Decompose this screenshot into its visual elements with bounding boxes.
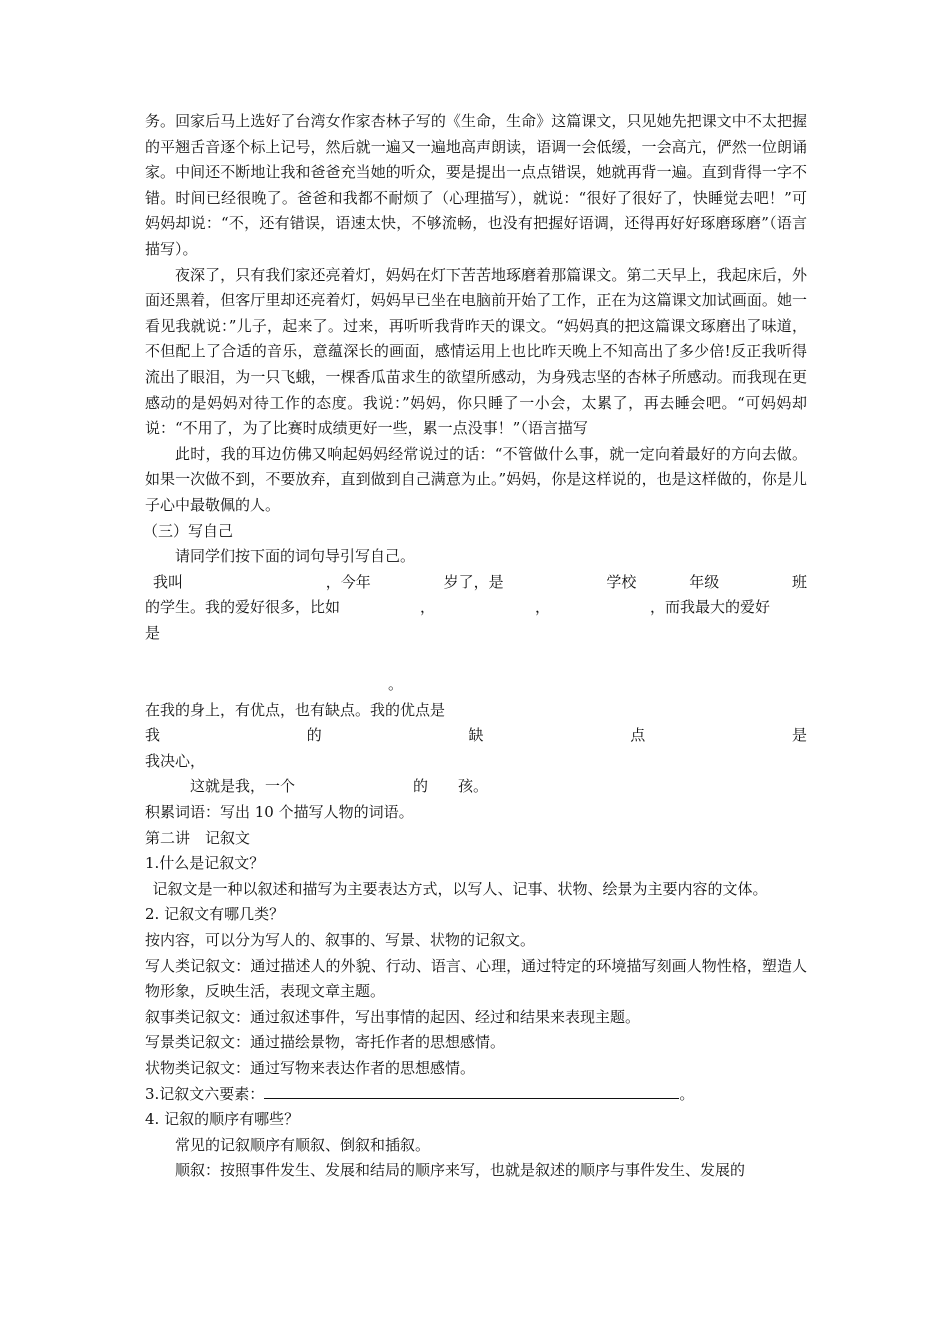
fill-text: ， bbox=[535, 598, 551, 617]
fill-text: 点 bbox=[630, 726, 646, 745]
fill-text: 年级 bbox=[689, 572, 720, 591]
fill-text: 岁了，是 bbox=[443, 572, 504, 591]
fill-text: 的学生。我的爱好很多，比如 bbox=[145, 598, 341, 617]
answer-2: 按内容，可以分为写人的、叙事的、写景、状物的记叙文。 bbox=[145, 931, 536, 949]
fill-text: 这就是我，一个 bbox=[190, 777, 296, 796]
fill-line-7: 我决心， bbox=[145, 751, 206, 770]
paragraph-2: 夜深了，只有我们家还亮着灯，妈妈在灯下苦苦地琢磨着那篇课文。第二天早上，我起床后，外面还黑着，但客厅里却还亮着灯，妈妈早已坐在电脑前开始了工作，正在为这篇课文加试画面。她一看见我就说：”儿子，起来了。过来，再听听我背昨天的课文。“妈妈真的把这篇课文琢磨出了味道，不但配上了合适的音乐，意蕴深长的画面，感情运用上也比昨天晚上不知高出了多少倍!反正我听得流出了眼泪，为一只飞蛾，一棵香瓜苗求生的欲望所感动，为身残志坚的杏林子所感动。而我现在更感动的是妈妈对待工作的态度。我说：”妈妈，你只睡了一小会，太累了，再去睡会吧。“可妈妈却说：“不用了，为了比赛时成绩更好一些，累一点没事！”（语言描写 bbox=[145, 265, 807, 438]
fill-line-5: 在我的身上，有优点，也有缺点。我的优点是 bbox=[145, 700, 446, 719]
question-3 bbox=[145, 1082, 807, 1108]
question-3-text: 3.记叙文六要素： bbox=[145, 1084, 265, 1103]
section-heading-3: （三）写自己 bbox=[143, 521, 234, 540]
fill-text: ， bbox=[420, 598, 436, 617]
fill-line-8 bbox=[145, 774, 807, 800]
answer-blank[interactable] bbox=[264, 1084, 679, 1099]
fill-text: 的 bbox=[413, 777, 429, 796]
question-3-end: 。 bbox=[679, 1084, 695, 1103]
fill-text: ，今年 bbox=[325, 572, 371, 591]
paragraph-1: 务。回家后马上选好了台湾女作家杏林子写的《生命，生命》这篇课文，只见她先把课文中不太把握的平翘舌音逐个标上记号，然后就一遍又一遍地高声朗读，语调一会低缓，一会高亢，俨然一位朗诵家。中间还不断地让我和爸爸充当她的听众，要是提出一点点错误，她就再背一遍。直到背得一字不错。时间已经很晚了。爸爸和我都不耐烦了（心理描写），就说：“很好了很好了，快睡觉去吧！”可妈妈却说：“不，还有错误，语速太快，不够流畅，也没有把握好语调，还得再好好琢磨琢磨”（语言描写）。 bbox=[145, 112, 807, 258]
fill-dot: 。 bbox=[388, 675, 404, 694]
fill-text: 孩。 bbox=[458, 777, 489, 796]
type-people: 写人类记叙文：通过描述人的外貌、行动、语言、心理，通过特定的环境描写刻画人物性格，塑造人物形象，反映生活，表现文章主题。 bbox=[145, 956, 807, 1001]
type-scenery: 写景类记叙文：通过描绘景物，寄托作者的思想感情。 bbox=[145, 1033, 506, 1052]
prompt-text: 请同学们按下面的词句导引写自己。 bbox=[175, 547, 416, 566]
fill-text: 缺 bbox=[468, 726, 484, 745]
fill-line-1 bbox=[145, 570, 807, 596]
answer-4-detail: 顺叙：按照事件发生、发展和结局的顺序来写，也就是叙述的顺序与事件发生、发展的 bbox=[175, 1161, 746, 1180]
fill-text: 我叫 bbox=[153, 572, 184, 591]
type-object: 状物类记叙文：通过写物来表达作者的思想感情。 bbox=[145, 1058, 476, 1077]
question-1: 1.什么是记叙文？ bbox=[145, 854, 265, 873]
fill-text: 是 bbox=[791, 726, 807, 745]
document-page bbox=[145, 109, 807, 1184]
answer-4: 常见的记叙顺序有顺叙、倒叙和插叙。 bbox=[175, 1135, 431, 1154]
type-event: 叙事类记叙文：通过叙述事件，写出事情的起因、经过和结果来表现主题。 bbox=[145, 1007, 641, 1026]
question-2: 2. 记叙文有哪几类？ bbox=[145, 905, 285, 924]
fill-text: 的 bbox=[306, 726, 322, 745]
fill-line-2 bbox=[145, 595, 807, 621]
vocab-task: 积累词语：写出 10 个描写人物的词语。 bbox=[145, 803, 414, 822]
fill-text: ，而我最大的爱好 bbox=[650, 598, 771, 617]
fill-text: 学校 bbox=[606, 572, 637, 591]
fill-line-3: 是 bbox=[145, 623, 161, 642]
paragraph-3: 此时，我的耳边仿佛又响起妈妈经常说过的话：“不管做什么事，就一定向着最好的方向去做。如果一次做不到，不要放弃，直到做到自己满意为止。”妈妈，你是这样说的，也是这样做的，你是儿子心中最敬佩的人。 bbox=[145, 444, 807, 514]
fill-text: 我 bbox=[145, 726, 161, 745]
question-4: 4. 记叙的顺序有哪些？ bbox=[145, 1110, 300, 1129]
fill-text: 班 bbox=[791, 572, 807, 591]
lecture-title: 第二讲 记叙文 bbox=[145, 828, 251, 847]
answer-1: 记叙文是一种以叙述和描写为主要表达方式，以写人、记事、状物、绘景为主要内容的文体。 bbox=[152, 879, 768, 898]
fill-line-6 bbox=[145, 723, 807, 749]
